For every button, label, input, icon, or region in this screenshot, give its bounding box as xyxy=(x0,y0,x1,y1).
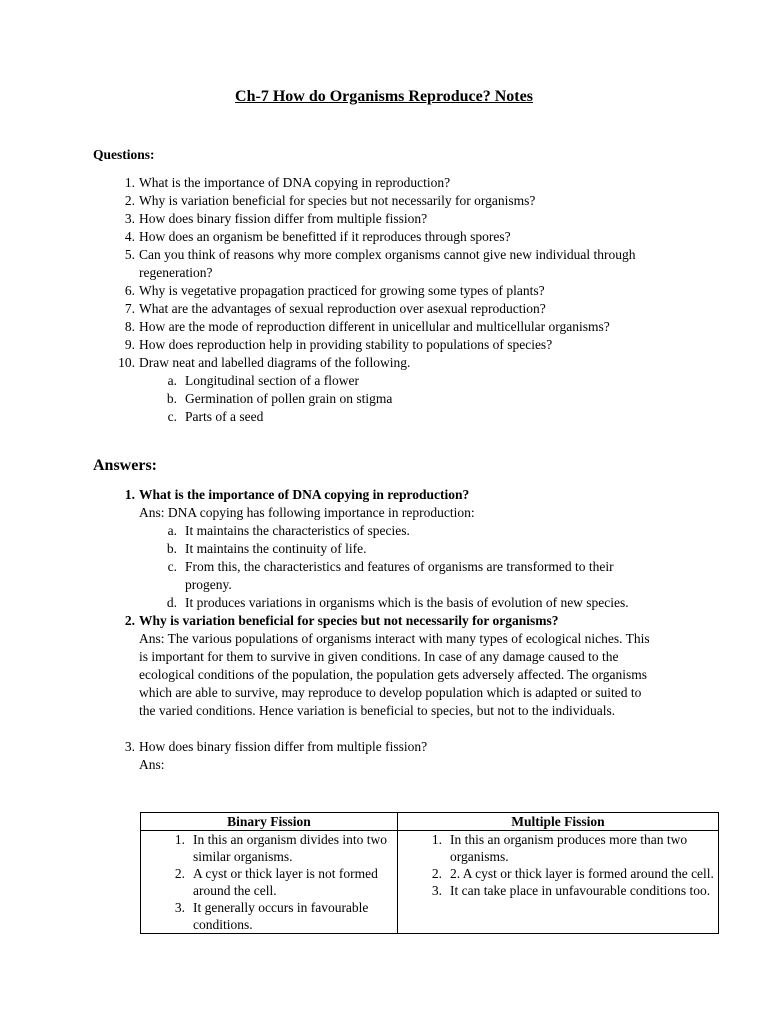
answer-item: 3. How does binary fission differ from multiple fission? Ans: xyxy=(93,738,653,774)
answer-intro: Ans: xyxy=(139,757,165,772)
question-item: 4. How does an organism be benefitted if it reproduces through spores? xyxy=(124,229,511,244)
answer-question: Why is variation beneficial for species but not necessarily for organisms? xyxy=(139,613,559,628)
table-header-row xyxy=(141,813,719,831)
question-item: 5. Can you think of reasons why more complex organisms cannot give new individual through regeneration? xyxy=(124,247,636,280)
table-cell-multiple xyxy=(398,831,719,934)
questions-heading: Questions: xyxy=(93,147,155,162)
answer-points xyxy=(139,522,653,612)
list-item: 3. It generally occurs in favourable conditions. xyxy=(174,900,369,932)
question-item: 9. How does reproduction help in providing stability to populations of species? xyxy=(124,337,553,352)
fission-comparison-table xyxy=(140,812,719,934)
list-item: 1. In this an organism divides into two similar organisms. xyxy=(174,832,387,864)
page-title: Ch-7 How do Organisms Reproduce? Notes xyxy=(235,88,533,105)
answer-item: 1. What is the importance of DNA copying in reproduction? Ans: DNA copying has following importance in reproduction: a. It maintains the characteristics of species. b. It maintains the continuity of life. c. From this, the characteristics and features of organisms are transformed to their progeny. d. It produces variations in organisms which is the basis of evolution of new species. xyxy=(93,486,653,612)
question-item: 1. What is the importance of DNA copying in reproduction? xyxy=(124,175,451,190)
list-item: 2. A cyst or thick layer is not formed around the cell. xyxy=(174,866,378,898)
list-item: 1. In this an organism produces more than two organisms. xyxy=(431,832,688,864)
list-item: 3. It can take place in unfavourable conditions too. xyxy=(431,883,711,898)
question-item: 10. Draw neat and labelled diagrams of the following. a. Longitudinal section of a flower b. Germination of pollen grain on stigma c. Parts of a seed xyxy=(93,354,673,426)
answer-intro: Ans: DNA copying has following importance in reproduction: xyxy=(139,505,475,520)
sub-item: a. Longitudinal section of a flower xyxy=(167,373,359,388)
answer-point: c. From this, the characteristics and features of organisms are transformed to their progeny. xyxy=(167,559,614,592)
sub-item: c. Parts of a seed xyxy=(167,409,264,424)
answer-point: a. It maintains the characteristics of species. xyxy=(167,523,410,538)
answers-list xyxy=(93,486,653,774)
question-item: 3. How does binary fission differ from multiple fission? xyxy=(124,211,428,226)
diagram-sublist xyxy=(139,372,673,426)
answer-question: How does binary fission differ from multiple fission? xyxy=(139,739,428,754)
answer-question: What is the importance of DNA copying in reproduction? xyxy=(139,487,470,502)
answers-heading: Answers: xyxy=(93,457,157,474)
question-item: 2. Why is variation beneficial for species but not necessarily for organisms? xyxy=(124,193,536,208)
answer-point: b. It maintains the continuity of life. xyxy=(166,541,367,556)
answer-text: Ans: The various populations of organisms interact with many types of ecological niches. This is important for them to survive in given conditions. In case of any damage caused to the ecological conditions of the population, the population gets adversely affected. The organisms which are able to survive, may reproduce to develop population which is adapted or suited to the varied conditions. Hence variation is beneficial to species, but not to the individuals. xyxy=(139,631,650,718)
column-header: Multiple Fission xyxy=(398,813,719,831)
table-row xyxy=(141,831,719,934)
spacer xyxy=(139,720,653,738)
questions-list xyxy=(93,174,673,426)
question-item: 7. What are the advantages of sexual reproduction over asexual reproduction? xyxy=(124,301,546,316)
question-item: 6. Why is vegetative propagation practiced for growing some types of plants? xyxy=(124,283,545,298)
answer-item: 2. Why is variation beneficial for species but not necessarily for organisms? Ans: The various populations of organisms interact with many types of ecological niches. This is important for them to survive in given conditions. In case of any damage caused to the ecological conditions of the population, the population gets adversely affected. The organisms which are able to survive, may reproduce to develop population which is adapted or suited to the varied conditions. Hence variation is beneficial to species, but not to the individuals. xyxy=(93,612,653,738)
sub-item: b. Germination of pollen grain on stigma xyxy=(166,391,393,406)
column-header: Binary Fission xyxy=(141,813,398,831)
answer-point: d. It produces variations in organisms which is the basis of evolution of new species. xyxy=(166,595,629,610)
list-item: 2. 2. A cyst or thick layer is formed around the cell. xyxy=(431,866,714,881)
question-item: 8. How are the mode of reproduction different in unicellular and multicellular organisms? xyxy=(124,319,610,334)
table-cell-binary xyxy=(141,831,398,934)
